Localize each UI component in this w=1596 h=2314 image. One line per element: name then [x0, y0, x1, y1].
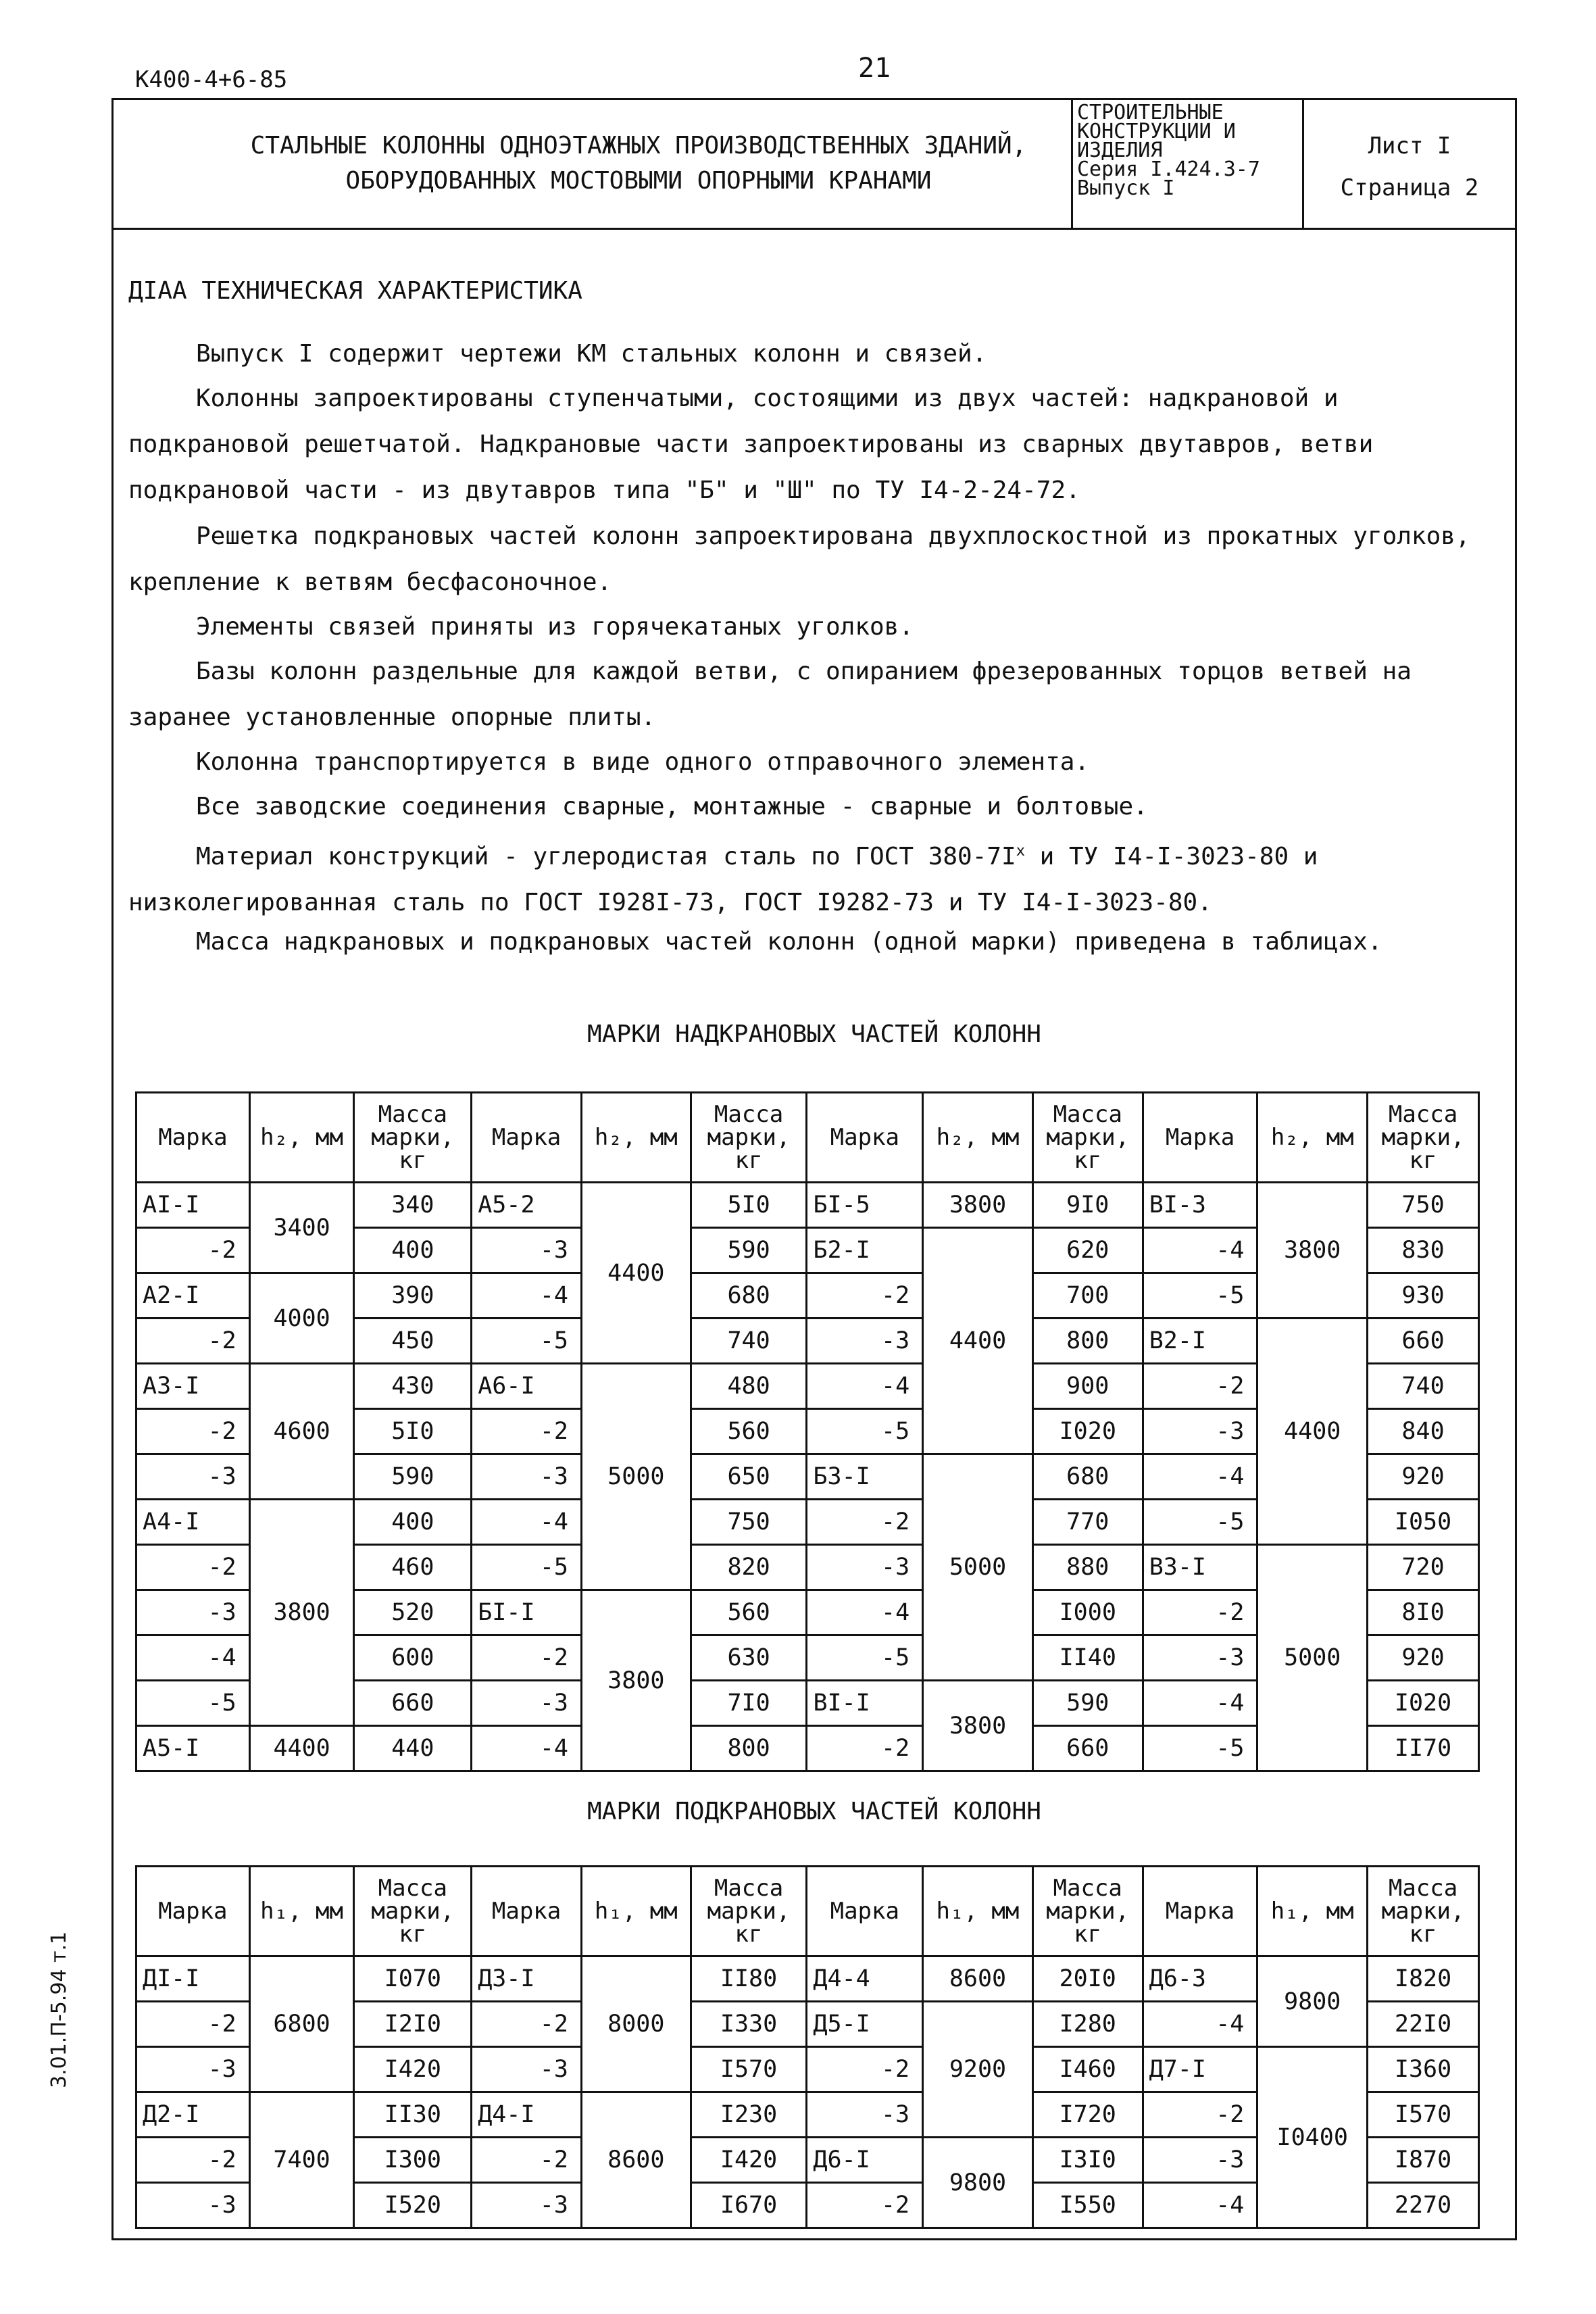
mark-cell: -4	[1143, 1454, 1257, 1500]
mark-cell: БI-I	[472, 1590, 582, 1635]
header-mark: Марка	[1143, 1093, 1257, 1183]
mark-cell: -4	[1143, 2002, 1257, 2047]
table2-caption: МАРКИ ПОДКРАНОВЫХ ЧАСТЕЙ КОЛОНН	[587, 1798, 1041, 1825]
table-lower-parts	[135, 1865, 1480, 2229]
mass-cell: 440	[354, 1726, 472, 1771]
mass-cell: II40	[1032, 1635, 1143, 1681]
table1-body	[136, 1183, 1479, 1771]
mark-cell: -3	[472, 2183, 582, 2228]
table-upper-parts	[135, 1091, 1480, 1772]
mass-cell: I330	[691, 2002, 807, 2047]
height-cell: 4600	[249, 1364, 354, 1500]
height-cell: I0400	[1257, 2047, 1368, 2228]
mass-cell: 340	[354, 1183, 472, 1228]
mark-cell: -2	[472, 1635, 582, 1681]
title-line-1: СТАЛЬНЫЕ КОЛОННЫ ОДНОЭТАЖНЫХ ПРОИЗВОДСТВЕННЫХ ЗДАНИЙ,	[250, 132, 1027, 159]
mark-cell: -3	[136, 2183, 250, 2228]
mark-cell: -5	[136, 1681, 250, 1726]
mark-cell: Д7-I	[1143, 2047, 1257, 2092]
mark-cell: -2	[807, 1500, 923, 1545]
mass-cell: 920	[1368, 1635, 1479, 1681]
mass-cell: 430	[354, 1364, 472, 1409]
mark-cell: -5	[1143, 1500, 1257, 1545]
mark-cell: Д5-I	[807, 2002, 923, 2047]
mark-cell: -3	[1143, 1635, 1257, 1681]
header-mass: Масса марки, кг	[354, 1867, 472, 1956]
mark-cell: ВI-I	[807, 1681, 923, 1726]
mass-cell: I820	[1368, 1956, 1479, 2002]
mass-cell: II80	[691, 1956, 807, 2002]
material-text-2: и ТУ I4-I-3023-80 и низколегированная сталь по ГОСТ I928I-73, ГОСТ I9282-73 и ТУ I4-I-3023-80.	[128, 843, 1318, 916]
header-h: h₂, мм	[249, 1093, 354, 1183]
table-row	[136, 1183, 1479, 1228]
mark-cell: -3	[136, 1454, 250, 1500]
table1-caption: МАРКИ НАДКРАНОВЫХ ЧАСТЕЙ КОЛОНН	[587, 1020, 1041, 1048]
header-mass: Масса марки, кг	[691, 1867, 807, 1956]
mark-cell: Д3-I	[472, 1956, 582, 2002]
mark-cell: Д4-4	[807, 1956, 923, 2002]
mass-cell: 480	[691, 1364, 807, 1409]
header-h: h₁, мм	[1257, 1867, 1368, 1956]
mark-cell: -5	[807, 1409, 923, 1454]
mass-cell: 740	[1368, 1364, 1479, 1409]
mass-cell: 20I0	[1032, 1956, 1143, 2002]
mark-cell: -4	[472, 1726, 582, 1771]
mass-cell: 9I0	[1032, 1183, 1143, 1228]
header-h: h₂, мм	[1257, 1093, 1368, 1183]
material-text-1: Материал конструкций - углеродистая сталь по ГОСТ 380-7I	[196, 843, 1016, 870]
mass-cell: 660	[1032, 1726, 1143, 1771]
mark-cell: А5-I	[136, 1726, 250, 1771]
header-h: h₁, мм	[923, 1867, 1033, 1956]
height-cell: 6800	[249, 1956, 354, 2092]
series-line: КОНСТРУКЦИИ И	[1077, 120, 1236, 143]
side-stamp: 3.01.П-5.94 т.1	[47, 1931, 71, 2088]
height-cell: 4400	[923, 1228, 1033, 1454]
mass-cell: 900	[1032, 1364, 1143, 1409]
sheet-label: Лист I	[1368, 132, 1451, 159]
mass-cell: I420	[691, 2138, 807, 2183]
mark-cell: -5	[1143, 1273, 1257, 1319]
mass-cell: 680	[1032, 1454, 1143, 1500]
mass-cell: I520	[354, 2183, 472, 2228]
mark-cell: -4	[136, 1635, 250, 1681]
mark-cell: -3	[136, 2047, 250, 2092]
mark-cell: -2	[472, 2138, 582, 2183]
mark-cell: Д2-I	[136, 2092, 250, 2138]
mark-cell: -2	[136, 1545, 250, 1590]
page-label: Страница 2	[1340, 174, 1479, 201]
header-mark: Марка	[472, 1093, 582, 1183]
header-mass: Масса марки, кг	[1368, 1093, 1479, 1183]
header-mass: Масса марки, кг	[1368, 1867, 1479, 1956]
mark-cell: А4-I	[136, 1500, 250, 1545]
mark-cell: -3	[807, 1319, 923, 1364]
mark-cell: -5	[807, 1635, 923, 1681]
mass-cell: 650	[691, 1454, 807, 1500]
header-mark: Марка	[136, 1867, 250, 1956]
mass-cell: I280	[1032, 2002, 1143, 2047]
mark-cell: -2	[807, 1273, 923, 1319]
height-cell: 3800	[923, 1183, 1033, 1228]
mass-cell: 590	[354, 1454, 472, 1500]
document-code: К400-4+6-85	[135, 66, 288, 93]
mark-cell: -3	[472, 1681, 582, 1726]
header-mass: Масса марки, кг	[691, 1093, 807, 1183]
mark-cell: -2	[136, 1319, 250, 1364]
mark-cell: АI-I	[136, 1183, 250, 1228]
paragraph-2: Колонны запроектированы ступенчатыми, состоящими из двух частей: надкрановой и подкрановой решетчатой. Надкрановые части запроектированы из сварных двутавров, ветви подкрановой части - из двутавров типа "Б" и "Ш" по ТУ I4-2-24-72.	[128, 385, 1374, 504]
header-mass: Масса марки, кг	[354, 1093, 472, 1183]
series-box	[1071, 98, 1304, 228]
mark-cell: -2	[1143, 1364, 1257, 1409]
mark-cell: -2	[807, 2183, 923, 2228]
mark-cell: А2-I	[136, 1273, 250, 1319]
mark-cell: -2	[472, 1409, 582, 1454]
header-mark: Марка	[807, 1867, 923, 1956]
header-mark: Марка	[807, 1093, 923, 1183]
paragraph-4: Элементы связей приняты из горячекатаных уголков.	[196, 613, 914, 641]
mass-cell: 920	[1368, 1454, 1479, 1500]
height-cell: 5000	[1257, 1545, 1368, 1771]
height-cell: 9800	[923, 2138, 1033, 2228]
title-block	[111, 98, 1517, 230]
mark-cell: -3	[136, 1590, 250, 1635]
material-superscript: х	[1016, 843, 1025, 860]
height-cell: 3800	[1257, 1183, 1368, 1319]
mark-cell: -4	[807, 1590, 923, 1635]
mass-cell: 5I0	[691, 1183, 807, 1228]
mass-cell: I670	[691, 2183, 807, 2228]
series-line: Выпуск I	[1077, 176, 1175, 200]
mark-cell: -4	[472, 1273, 582, 1319]
mass-cell: I3I0	[1032, 2138, 1143, 2183]
mark-cell: БI-5	[807, 1183, 923, 1228]
mass-cell: 800	[691, 1726, 807, 1771]
mass-cell: 750	[1368, 1183, 1479, 1228]
mark-cell: -2	[136, 1409, 250, 1454]
mark-cell: -2	[807, 2047, 923, 2092]
height-cell: 5000	[923, 1454, 1033, 1681]
mass-cell: I570	[1368, 2092, 1479, 2138]
mark-cell: Д6-I	[807, 2138, 923, 2183]
table2-body	[136, 1956, 1479, 2228]
mass-cell: II70	[1368, 1726, 1479, 1771]
mark-cell: -2	[1143, 1590, 1257, 1635]
mass-cell: 560	[691, 1409, 807, 1454]
header-mass: Масса марки, кг	[1032, 1867, 1143, 1956]
mass-cell: 720	[1368, 1545, 1479, 1590]
mass-cell: 400	[354, 1228, 472, 1273]
height-cell: 3800	[923, 1681, 1033, 1771]
mark-cell: -3	[472, 1454, 582, 1500]
height-cell: 4400	[1257, 1319, 1368, 1545]
mass-cell: I870	[1368, 2138, 1479, 2183]
mass-cell: 770	[1032, 1500, 1143, 1545]
mass-cell: 7I0	[691, 1681, 807, 1726]
mass-cell: 520	[354, 1590, 472, 1635]
mass-cell: I300	[354, 2138, 472, 2183]
paragraph-1: Выпуск I содержит чертежи КМ стальных колонн и связей.	[196, 340, 987, 368]
mark-cell: А3-I	[136, 1364, 250, 1409]
mark-cell: -3	[807, 1545, 923, 1590]
mass-cell: 590	[691, 1228, 807, 1273]
series-line: Серия I.424.3-7	[1077, 157, 1260, 181]
mass-cell: I720	[1032, 2092, 1143, 2138]
mass-cell: I000	[1032, 1590, 1143, 1635]
height-cell: 8000	[581, 1956, 691, 2092]
mark-cell: -3	[472, 2047, 582, 2092]
mass-cell: 830	[1368, 1228, 1479, 1273]
mass-cell: 620	[1032, 1228, 1143, 1273]
mark-cell: -5	[1143, 1726, 1257, 1771]
mark-cell: Д4-I	[472, 2092, 582, 2138]
table-header-row	[136, 1867, 1479, 1956]
mark-cell: В3-I	[1143, 1545, 1257, 1590]
height-cell: 8600	[923, 1956, 1033, 2002]
document-title	[152, 128, 1125, 199]
mark-cell: -4	[1143, 1681, 1257, 1726]
paragraph-7: Все заводские соединения сварные, монтажные - сварные и болтовые.	[196, 793, 1148, 820]
mass-cell: 8I0	[1368, 1590, 1479, 1635]
header-mark: Марка	[472, 1867, 582, 1956]
mass-cell: 560	[691, 1590, 807, 1635]
height-cell: 9200	[923, 2002, 1033, 2138]
mark-cell: -2	[472, 2002, 582, 2047]
paragraph-6: Колонна транспортируется в виде одного отправочного элемента.	[196, 748, 1090, 776]
mass-cell: 930	[1368, 1273, 1479, 1319]
mass-cell: 660	[1368, 1319, 1479, 1364]
mark-cell: -4	[807, 1364, 923, 1409]
mark-cell: -3	[807, 2092, 923, 2138]
header-h: h₁, мм	[581, 1867, 691, 1956]
mark-cell: ДI-I	[136, 1956, 250, 2002]
height-cell: 3800	[249, 1500, 354, 1726]
mark-cell: А6-I	[472, 1364, 582, 1409]
mass-cell: 600	[354, 1635, 472, 1681]
mark-cell: -5	[472, 1319, 582, 1364]
table-header-row	[136, 1093, 1479, 1183]
header-mass: Масса марки, кг	[1032, 1093, 1143, 1183]
table-row	[136, 1956, 1479, 2002]
mark-cell: ВI-3	[1143, 1183, 1257, 1228]
height-cell: 3400	[249, 1183, 354, 1273]
mark-cell: -3	[1143, 1409, 1257, 1454]
mark-cell: -2	[1143, 2092, 1257, 2138]
mass-cell: 590	[1032, 1681, 1143, 1726]
mark-cell: -2	[136, 2002, 250, 2047]
mark-cell: Д6-3	[1143, 1956, 1257, 2002]
section-title: ДIАА ТЕХНИЧЕСКАЯ ХАРАКТЕРИСТИКА	[128, 277, 582, 305]
height-cell: 7400	[249, 2092, 354, 2228]
page-number: 21	[858, 53, 891, 84]
mass-cell: 400	[354, 1500, 472, 1545]
mass-cell: I570	[691, 2047, 807, 2092]
mark-cell: Б3-I	[807, 1454, 923, 1500]
paragraph-mass: Масса надкрановых и подкрановых частей колонн (одной марки) приведена в таблицах.	[196, 928, 1382, 956]
mass-cell: 22I0	[1368, 2002, 1479, 2047]
mass-cell: 740	[691, 1319, 807, 1364]
mass-cell: I230	[691, 2092, 807, 2138]
height-cell: 3800	[581, 1590, 691, 1771]
header-mark: Марка	[1143, 1867, 1257, 1956]
mass-cell: 680	[691, 1273, 807, 1319]
mass-cell: 800	[1032, 1319, 1143, 1364]
mass-cell: 390	[354, 1273, 472, 1319]
title-line-2: ОБОРУДОВАННЫХ МОСТОВЫМИ ОПОРНЫМИ КРАНАМИ	[345, 167, 932, 195]
mark-cell: -4	[1143, 2183, 1257, 2228]
mass-cell: 460	[354, 1545, 472, 1590]
mass-cell: 630	[691, 1635, 807, 1681]
mass-cell: 450	[354, 1319, 472, 1364]
series-line: СТРОИТЕЛЬНЫЕ	[1077, 101, 1224, 124]
mass-cell: 820	[691, 1545, 807, 1590]
mark-cell: -2	[136, 2138, 250, 2183]
mass-cell: 880	[1032, 1545, 1143, 1590]
header-h: h₂, мм	[581, 1093, 691, 1183]
mark-cell: -3	[1143, 2138, 1257, 2183]
header-mark: Марка	[136, 1093, 250, 1183]
mass-cell: I360	[1368, 2047, 1479, 2092]
mass-cell: I2I0	[354, 2002, 472, 2047]
height-cell: 8600	[581, 2092, 691, 2228]
mass-cell: I460	[1032, 2047, 1143, 2092]
mark-cell: -3	[472, 1228, 582, 1273]
mark-cell: -4	[472, 1500, 582, 1545]
mass-cell: 750	[691, 1500, 807, 1545]
height-cell: 4400	[581, 1183, 691, 1364]
mass-cell: I020	[1368, 1681, 1479, 1726]
mass-cell: II30	[354, 2092, 472, 2138]
sheet-box	[1304, 98, 1515, 228]
height-cell: 4000	[249, 1273, 354, 1364]
mass-cell: I020	[1032, 1409, 1143, 1454]
mass-cell: I050	[1368, 1500, 1479, 1545]
mark-cell: -5	[472, 1545, 582, 1590]
mass-cell: 840	[1368, 1409, 1479, 1454]
mass-cell: I550	[1032, 2183, 1143, 2228]
paragraph-3: Решетка подкрановых частей колонн запроектирована двухплоскостной из прокатных уголков, крепление к ветвям бесфасоночное.	[128, 522, 1470, 596]
series-line: ИЗДЕЛИЯ	[1077, 139, 1163, 162]
mark-cell: Б2-I	[807, 1228, 923, 1273]
height-cell: 9800	[1257, 1956, 1368, 2047]
mass-cell: 2270	[1368, 2183, 1479, 2228]
mass-cell: 700	[1032, 1273, 1143, 1319]
mark-cell: -4	[1143, 1228, 1257, 1273]
header-h: h₁, мм	[249, 1867, 354, 1956]
height-cell: 5000	[581, 1364, 691, 1590]
mark-cell: В2-I	[1143, 1319, 1257, 1364]
mass-cell: 5I0	[354, 1409, 472, 1454]
mark-cell: А5-2	[472, 1183, 582, 1228]
header-h: h₂, мм	[923, 1093, 1033, 1183]
mass-cell: I070	[354, 1956, 472, 2002]
height-cell: 4400	[249, 1726, 354, 1771]
mark-cell: -2	[807, 1726, 923, 1771]
paragraph-material	[128, 829, 1487, 926]
paragraph-5: Базы колонн раздельные для каждой ветви, с опиранием фрезерованных торцов ветвей на заранее установленные опорные плиты.	[128, 658, 1412, 731]
mark-cell: -2	[136, 1228, 250, 1273]
mass-cell: I420	[354, 2047, 472, 2092]
mass-cell: 660	[354, 1681, 472, 1726]
